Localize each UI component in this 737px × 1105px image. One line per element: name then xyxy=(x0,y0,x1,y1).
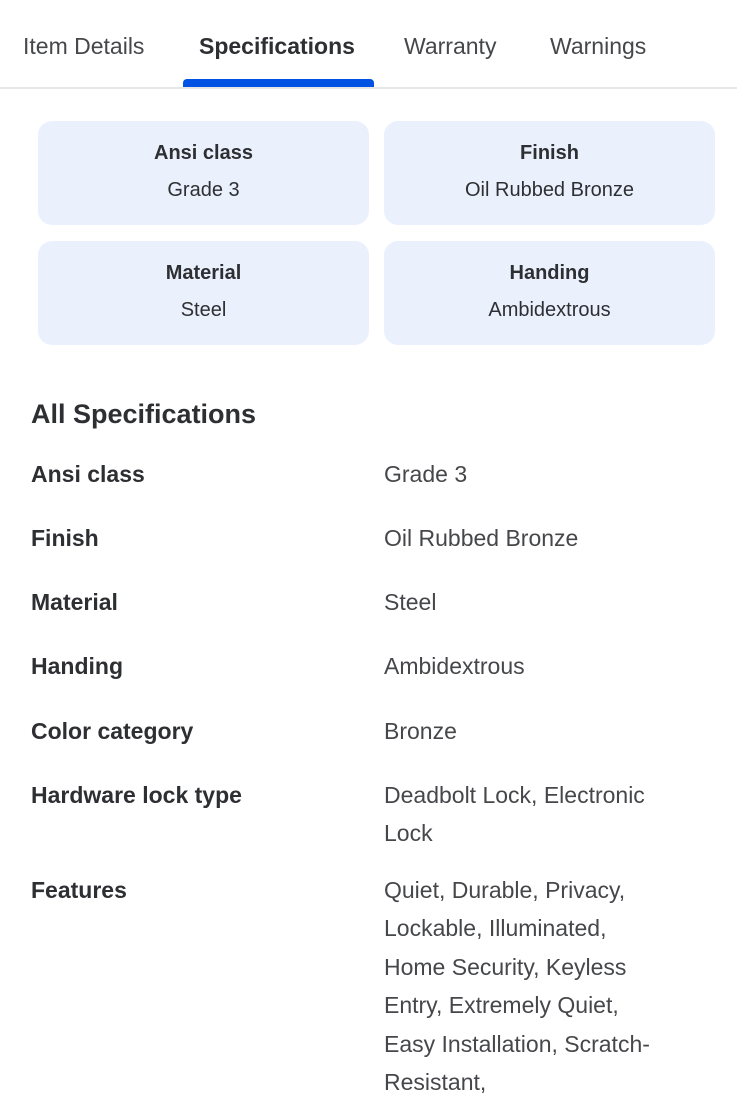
spec-value: Quiet, Durable, Privacy, Lockable, Illuminated, Home Security, Keyless Entry, Extremely Quiet, Easy Installation, Scratch-Resistant, xyxy=(384,877,650,1096)
highlight-card-title: Material xyxy=(165,262,242,284)
spec-value: Grade 3 xyxy=(384,461,468,487)
highlight-card-handing xyxy=(384,241,715,345)
tab-item-details[interactable]: Item Details xyxy=(23,33,145,59)
highlight-specs-grid xyxy=(38,121,715,347)
highlight-card-title: Ansi class xyxy=(154,142,253,164)
highlight-card-value: Steel xyxy=(180,299,227,321)
highlight-card-value: Ambidextrous xyxy=(488,299,611,321)
all-specifications-heading: All Specifications xyxy=(31,399,257,429)
spec-value: Oil Rubbed Bronze xyxy=(384,525,579,551)
tab-bar-divider xyxy=(0,87,737,89)
active-tab-indicator xyxy=(183,79,374,87)
tab-bar xyxy=(0,0,737,90)
spec-label: Features xyxy=(31,877,127,903)
spec-label: Hardware lock type xyxy=(31,782,242,808)
spec-label: Handing xyxy=(31,653,123,679)
highlight-card-value: Oil Rubbed Bronze xyxy=(465,179,634,201)
tab-warranty[interactable]: Warranty xyxy=(404,33,497,59)
spec-value: Steel xyxy=(384,589,437,615)
highlight-card-ansi-class xyxy=(38,121,369,225)
highlight-card-finish xyxy=(384,121,715,225)
highlight-card-value: Grade 3 xyxy=(167,179,240,201)
highlight-card-material xyxy=(38,241,369,345)
spec-value: Bronze xyxy=(384,718,457,744)
spec-label: Material xyxy=(31,589,118,615)
highlight-card-title: Finish xyxy=(520,142,579,164)
spec-value: Deadbolt Lock, Electronic Lock xyxy=(384,782,645,847)
spec-label: Ansi class xyxy=(31,461,145,487)
spec-label: Color category xyxy=(31,718,194,744)
spec-label: Finish xyxy=(31,525,99,551)
tab-specifications[interactable]: Specifications xyxy=(199,33,355,59)
spec-value: Ambidextrous xyxy=(384,653,525,679)
highlight-card-title: Handing xyxy=(509,262,590,284)
tab-warnings[interactable]: Warnings xyxy=(550,33,647,59)
